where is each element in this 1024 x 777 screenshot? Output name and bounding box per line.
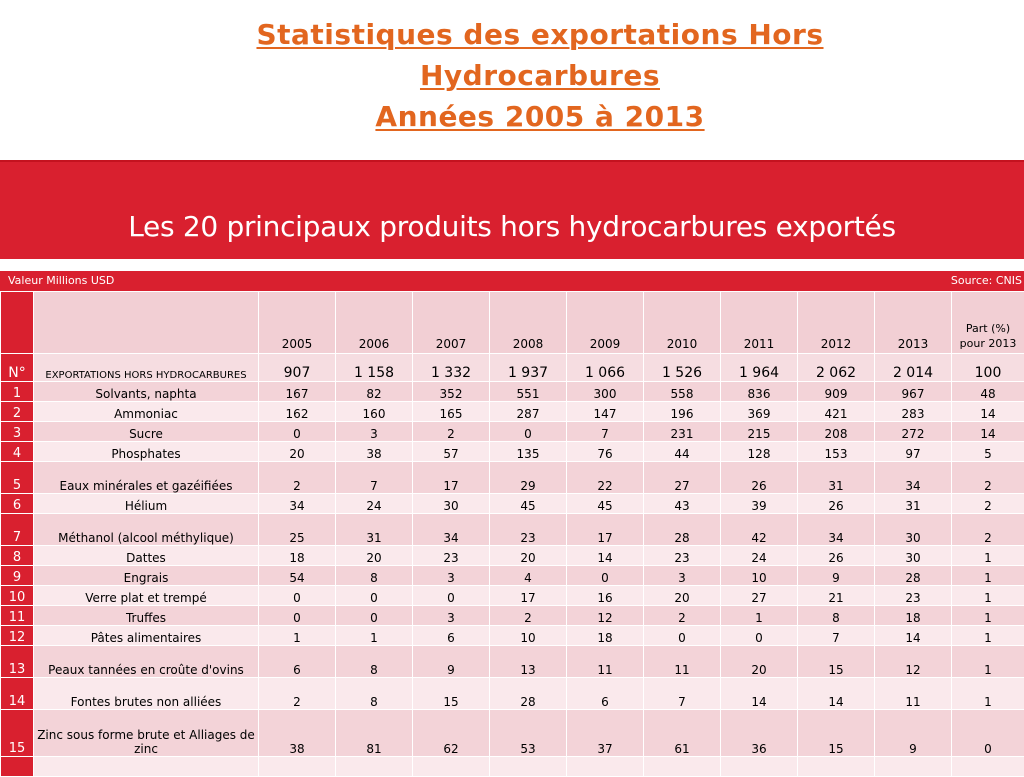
- row-label: Peaux tannées en croûte d'ovins: [34, 646, 259, 678]
- total-value: 907: [259, 354, 336, 382]
- row-label: Engrais: [34, 566, 259, 586]
- row-value: 2: [259, 462, 336, 494]
- total-value: 1 937: [490, 354, 567, 382]
- exports-table-body: [1, 292, 1024, 777]
- row-value: 14: [567, 546, 644, 566]
- row-value: 18: [875, 606, 952, 626]
- row-value: 34: [413, 514, 490, 546]
- row-part: 2: [952, 514, 1024, 546]
- total-value: 2 062: [798, 354, 875, 382]
- section-banner: [0, 160, 1024, 259]
- year-header: 2008: [490, 292, 567, 354]
- row-value: 0: [721, 626, 798, 646]
- row-value: 1: [336, 626, 413, 646]
- row-num: 3: [1, 422, 34, 442]
- row-value: 30: [413, 494, 490, 514]
- row-value: 300: [567, 382, 644, 402]
- unit-label: Valeur Millions USD: [8, 274, 114, 287]
- row-value: 20: [721, 646, 798, 678]
- row-value: 36: [721, 710, 798, 757]
- row-label: Sucre: [34, 422, 259, 442]
- partial-cell: [644, 757, 721, 777]
- year-header: 2013: [875, 292, 952, 354]
- table-info-row: [0, 271, 1024, 291]
- row-value: 57: [413, 442, 490, 462]
- row-label: Zinc sous forme brute et Alliages de zinc: [34, 710, 259, 757]
- row-num: 15: [1, 710, 34, 757]
- row-part: 1: [952, 606, 1024, 626]
- row-part: 5: [952, 442, 1024, 462]
- partial-cell: [567, 757, 644, 777]
- row-num: 1: [1, 382, 34, 402]
- table-row-partial: [1, 757, 1024, 777]
- row-value: 0: [413, 586, 490, 606]
- row-num: 14: [1, 678, 34, 710]
- row-value: 38: [259, 710, 336, 757]
- source-label: Source: CNIS: [951, 274, 1022, 287]
- row-num: 13: [1, 646, 34, 678]
- year-header: 2005: [259, 292, 336, 354]
- header-row: [1, 292, 1024, 354]
- row-value: 6: [413, 626, 490, 646]
- row-value: 45: [567, 494, 644, 514]
- title-line-1: Statistiques des exportations Hors: [0, 14, 1024, 55]
- row-value: 0: [567, 566, 644, 586]
- row-label: Fontes brutes non alliées: [34, 678, 259, 710]
- row-value: 76: [567, 442, 644, 462]
- year-header: 2007: [413, 292, 490, 354]
- row-value: 8: [336, 566, 413, 586]
- row-value: 81: [336, 710, 413, 757]
- row-value: 8: [798, 606, 875, 626]
- row-value: 17: [490, 586, 567, 606]
- row-value: 62: [413, 710, 490, 757]
- row-value: 9: [875, 710, 952, 757]
- row-num: 2: [1, 402, 34, 422]
- row-value: 25: [259, 514, 336, 546]
- partial-cell: [413, 757, 490, 777]
- year-header: 2010: [644, 292, 721, 354]
- row-value: 34: [798, 514, 875, 546]
- partial-cell: [721, 757, 798, 777]
- row-value: 10: [490, 626, 567, 646]
- row-value: 0: [336, 586, 413, 606]
- row-value: 7: [644, 678, 721, 710]
- partial-cell: [798, 757, 875, 777]
- table-row: [1, 646, 1024, 678]
- row-value: 3: [413, 606, 490, 626]
- year-header: 2009: [567, 292, 644, 354]
- table-row: [1, 494, 1024, 514]
- row-value: 2: [490, 606, 567, 626]
- row-part: 14: [952, 402, 1024, 422]
- row-value: 10: [721, 566, 798, 586]
- row-value: 165: [413, 402, 490, 422]
- partial-cell: [34, 757, 259, 777]
- row-value: 836: [721, 382, 798, 402]
- row-value: 558: [644, 382, 721, 402]
- row-value: 61: [644, 710, 721, 757]
- row-value: 160: [336, 402, 413, 422]
- row-value: 14: [721, 678, 798, 710]
- row-value: 147: [567, 402, 644, 422]
- partial-cell: [1, 757, 34, 777]
- row-value: 17: [413, 462, 490, 494]
- row-value: 9: [798, 566, 875, 586]
- row-value: 0: [259, 422, 336, 442]
- row-value: 53: [490, 710, 567, 757]
- row-part: 1: [952, 626, 1024, 646]
- row-value: 2: [413, 422, 490, 442]
- row-value: 30: [875, 546, 952, 566]
- row-value: 208: [798, 422, 875, 442]
- row-value: 421: [798, 402, 875, 422]
- row-num: 9: [1, 566, 34, 586]
- slide-title: [0, 14, 1024, 137]
- row-value: 167: [259, 382, 336, 402]
- row-label: Pâtes alimentaires: [34, 626, 259, 646]
- row-value: 2: [644, 606, 721, 626]
- row-num: 5: [1, 462, 34, 494]
- row-value: 26: [721, 462, 798, 494]
- part-header: [952, 292, 1024, 354]
- total-value: 1 332: [413, 354, 490, 382]
- row-value: 27: [721, 586, 798, 606]
- table-row: [1, 566, 1024, 586]
- row-value: 28: [490, 678, 567, 710]
- table-row: [1, 626, 1024, 646]
- table-row: [1, 382, 1024, 402]
- row-value: 369: [721, 402, 798, 422]
- table-row: [1, 586, 1024, 606]
- row-label: Hélium: [34, 494, 259, 514]
- header-num-cell: [1, 292, 34, 354]
- row-part: 1: [952, 678, 1024, 710]
- row-value: 23: [644, 546, 721, 566]
- row-value: 21: [798, 586, 875, 606]
- table-row: [1, 606, 1024, 626]
- row-value: 7: [798, 626, 875, 646]
- row-part: 48: [952, 382, 1024, 402]
- row-part: 0: [952, 710, 1024, 757]
- row-value: 43: [644, 494, 721, 514]
- row-label: Phosphates: [34, 442, 259, 462]
- exports-table: [0, 291, 1024, 777]
- row-value: 24: [336, 494, 413, 514]
- year-header: 2006: [336, 292, 413, 354]
- title-line-3: Années 2005 à 2013: [0, 96, 1024, 137]
- row-value: 22: [567, 462, 644, 494]
- row-label: Eaux minérales et gazéifiées: [34, 462, 259, 494]
- row-value: 7: [567, 422, 644, 442]
- row-value: 11: [875, 678, 952, 710]
- row-value: 30: [875, 514, 952, 546]
- row-value: 20: [336, 546, 413, 566]
- row-value: 0: [259, 586, 336, 606]
- row-label: Ammoniac: [34, 402, 259, 422]
- part-header-line-1: Part (%): [952, 321, 1024, 336]
- row-value: 8: [336, 646, 413, 678]
- row-value: 31: [798, 462, 875, 494]
- row-value: 27: [644, 462, 721, 494]
- row-value: 44: [644, 442, 721, 462]
- row-value: 42: [721, 514, 798, 546]
- partial-cell: [259, 757, 336, 777]
- row-num: 12: [1, 626, 34, 646]
- row-label: Verre plat et trempé: [34, 586, 259, 606]
- row-value: 34: [875, 462, 952, 494]
- total-value: 1 066: [567, 354, 644, 382]
- total-value: 1 964: [721, 354, 798, 382]
- row-value: 23: [413, 546, 490, 566]
- row-value: 29: [490, 462, 567, 494]
- row-value: 45: [490, 494, 567, 514]
- row-value: 20: [259, 442, 336, 462]
- year-header: 2012: [798, 292, 875, 354]
- row-part: 2: [952, 462, 1024, 494]
- row-value: 18: [567, 626, 644, 646]
- total-value: 1 526: [644, 354, 721, 382]
- row-value: 26: [798, 494, 875, 514]
- total-num: N°: [1, 354, 34, 382]
- row-value: 231: [644, 422, 721, 442]
- row-value: 215: [721, 422, 798, 442]
- total-part: 100: [952, 354, 1024, 382]
- partial-cell: [875, 757, 952, 777]
- table-row: [1, 678, 1024, 710]
- row-value: 3: [644, 566, 721, 586]
- table-row: [1, 546, 1024, 566]
- row-label: Solvants, naphta: [34, 382, 259, 402]
- row-value: 153: [798, 442, 875, 462]
- row-num: 8: [1, 546, 34, 566]
- row-label: Dattes: [34, 546, 259, 566]
- row-value: 24: [721, 546, 798, 566]
- row-part: 1: [952, 566, 1024, 586]
- row-label: Méthanol (alcool méthylique): [34, 514, 259, 546]
- total-value: 1 158: [336, 354, 413, 382]
- row-part: 1: [952, 646, 1024, 678]
- row-value: 135: [490, 442, 567, 462]
- table-row: [1, 710, 1024, 757]
- table-row: [1, 422, 1024, 442]
- row-value: 9: [413, 646, 490, 678]
- row-value: 28: [875, 566, 952, 586]
- row-part: 2: [952, 494, 1024, 514]
- row-value: 909: [798, 382, 875, 402]
- row-value: 1: [259, 626, 336, 646]
- table-row: [1, 462, 1024, 494]
- partial-cell: [336, 757, 413, 777]
- row-part: 14: [952, 422, 1024, 442]
- row-value: 2: [259, 678, 336, 710]
- row-value: 28: [644, 514, 721, 546]
- partial-cell: [952, 757, 1024, 777]
- row-value: 11: [644, 646, 721, 678]
- row-value: 14: [875, 626, 952, 646]
- row-value: 15: [413, 678, 490, 710]
- row-value: 12: [567, 606, 644, 626]
- year-header: 2011: [721, 292, 798, 354]
- row-value: 3: [336, 422, 413, 442]
- row-value: 17: [567, 514, 644, 546]
- row-value: 551: [490, 382, 567, 402]
- partial-cell: [490, 757, 567, 777]
- row-value: 16: [567, 586, 644, 606]
- row-value: 1: [721, 606, 798, 626]
- row-value: 13: [490, 646, 567, 678]
- row-value: 82: [336, 382, 413, 402]
- total-label: EXPORTATIONS HORS HYDROCARBURES: [34, 354, 259, 382]
- table-row: [1, 514, 1024, 546]
- row-value: 272: [875, 422, 952, 442]
- row-num: 4: [1, 442, 34, 462]
- row-value: 6: [259, 646, 336, 678]
- row-value: 3: [413, 566, 490, 586]
- row-value: 4: [490, 566, 567, 586]
- row-value: 26: [798, 546, 875, 566]
- row-value: 18: [259, 546, 336, 566]
- row-num: 7: [1, 514, 34, 546]
- row-value: 6: [567, 678, 644, 710]
- row-value: 0: [490, 422, 567, 442]
- row-value: 34: [259, 494, 336, 514]
- row-value: 15: [798, 710, 875, 757]
- row-value: 8: [336, 678, 413, 710]
- row-value: 11: [567, 646, 644, 678]
- row-value: 128: [721, 442, 798, 462]
- row-value: 97: [875, 442, 952, 462]
- table-row: [1, 442, 1024, 462]
- row-value: 7: [336, 462, 413, 494]
- row-value: 0: [259, 606, 336, 626]
- row-value: 39: [721, 494, 798, 514]
- row-value: 287: [490, 402, 567, 422]
- row-part: 1: [952, 586, 1024, 606]
- title-line-2: Hydrocarbures: [0, 55, 1024, 96]
- row-value: 38: [336, 442, 413, 462]
- row-value: 15: [798, 646, 875, 678]
- row-value: 54: [259, 566, 336, 586]
- table-row: [1, 402, 1024, 422]
- row-value: 12: [875, 646, 952, 678]
- row-num: 10: [1, 586, 34, 606]
- part-header-line-2: pour 2013: [952, 336, 1024, 351]
- row-num: 6: [1, 494, 34, 514]
- row-value: 31: [336, 514, 413, 546]
- row-value: 20: [644, 586, 721, 606]
- row-value: 37: [567, 710, 644, 757]
- row-value: 31: [875, 494, 952, 514]
- banner-heading: Les 20 principaux produits hors hydrocarbures exportés: [0, 210, 1024, 243]
- total-row: [1, 354, 1024, 382]
- row-value: 23: [490, 514, 567, 546]
- row-value: 162: [259, 402, 336, 422]
- header-label-cell: [34, 292, 259, 354]
- row-value: 23: [875, 586, 952, 606]
- row-value: 967: [875, 382, 952, 402]
- row-value: 283: [875, 402, 952, 422]
- row-value: 352: [413, 382, 490, 402]
- row-value: 0: [336, 606, 413, 626]
- row-part: 1: [952, 546, 1024, 566]
- total-value: 2 014: [875, 354, 952, 382]
- row-value: 20: [490, 546, 567, 566]
- row-value: 196: [644, 402, 721, 422]
- row-value: 14: [798, 678, 875, 710]
- row-num: 11: [1, 606, 34, 626]
- row-label: Truffes: [34, 606, 259, 626]
- row-value: 0: [644, 626, 721, 646]
